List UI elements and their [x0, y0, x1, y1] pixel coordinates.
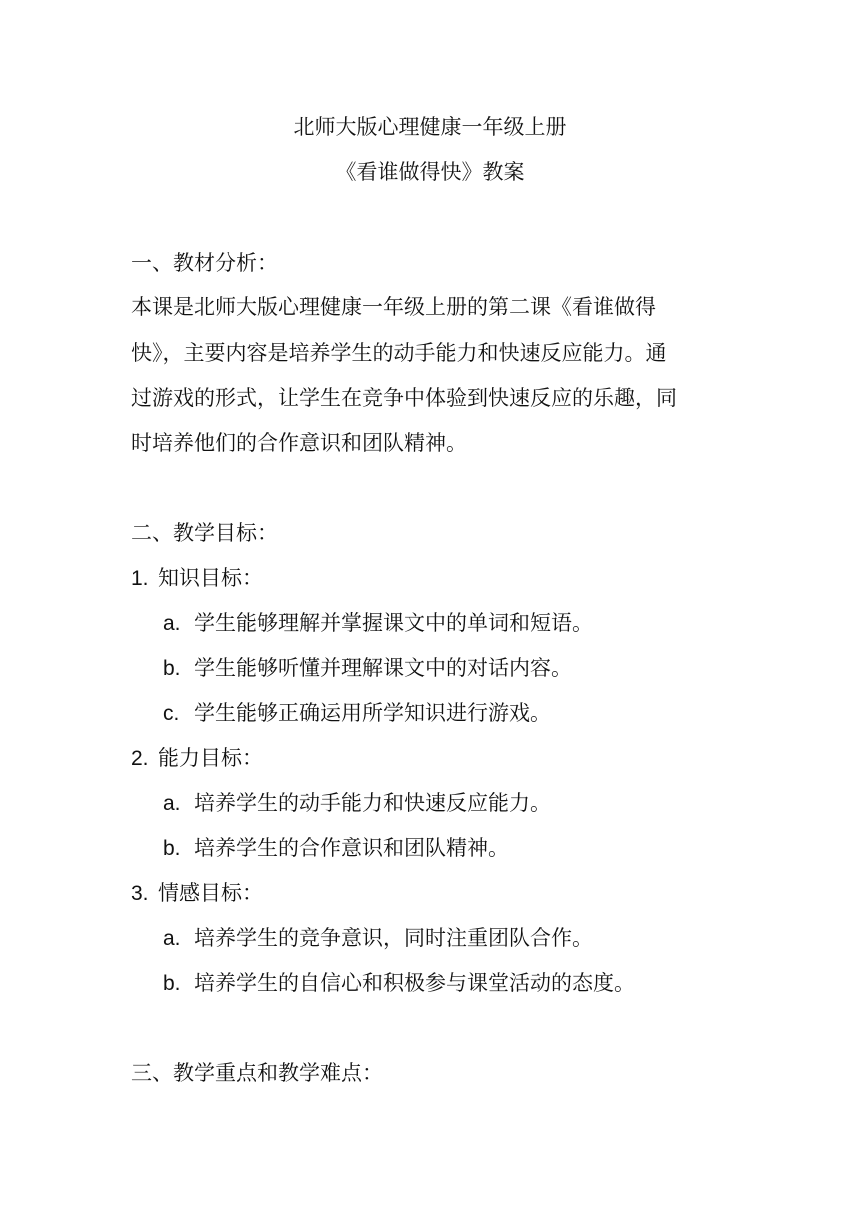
list-letter: a.	[163, 927, 181, 950]
paragraph-line: 时培养他们的合作意识和团队精神。	[131, 431, 467, 455]
sub-item	[163, 833, 509, 864]
list-letter: b.	[163, 837, 181, 860]
goal-item	[131, 878, 263, 909]
sub-item	[163, 923, 593, 954]
sub-item-text: 学生能够听懂并理解课文中的对话内容。	[194, 656, 572, 680]
list-letter: a.	[163, 612, 181, 635]
list-letter: b.	[163, 972, 181, 995]
list-letter: c.	[163, 702, 180, 725]
sub-item-text: 培养学生的合作意识和团队精神。	[194, 836, 509, 860]
list-letter: b.	[163, 657, 181, 680]
goal-label: 知识目标：	[158, 566, 263, 590]
sub-item-text: 培养学生的动手能力和快速反应能力。	[194, 791, 551, 815]
sub-item-text: 培养学生的自信心和积极参与课堂活动的态度。	[194, 971, 635, 995]
goal-item	[131, 563, 263, 594]
paragraph-line: 快》，主要内容是培养学生的动手能力和快速反应能力。通	[131, 341, 667, 365]
sub-item	[163, 698, 551, 729]
list-letter: a.	[163, 792, 181, 815]
goal-label: 能力目标：	[158, 746, 263, 770]
section-heading-key-points: 三、教学重点和教学难点：	[131, 1061, 383, 1085]
sub-item	[163, 608, 593, 639]
sub-item	[163, 788, 551, 819]
sub-item-text: 学生能够正确运用所学知识进行游戏。	[194, 701, 551, 725]
sub-item	[163, 968, 635, 999]
section-heading-analysis: 一、教材分析：	[131, 251, 278, 275]
section-heading-objectives: 二、教学目标：	[131, 521, 278, 545]
document-subtitle: 《看谁做得快》教案	[335, 160, 525, 184]
list-number: 1.	[131, 567, 149, 590]
goal-item	[131, 743, 263, 774]
list-number: 3.	[131, 882, 149, 905]
goal-label: 情感目标：	[158, 881, 263, 905]
document-title: 北师大版心理健康一年级上册	[293, 115, 567, 139]
sub-item	[163, 653, 572, 684]
paragraph-line: 本课是北师大版心理健康一年级上册的第二课《看谁做得	[131, 295, 656, 319]
sub-item-text: 学生能够理解并掌握课文中的单词和短语。	[194, 611, 593, 635]
sub-item-text: 培养学生的竞争意识，同时注重团队合作。	[194, 926, 593, 950]
paragraph-line: 过游戏的形式，让学生在竞争中体验到快速反应的乐趣，同	[131, 386, 677, 410]
list-number: 2.	[131, 747, 149, 770]
